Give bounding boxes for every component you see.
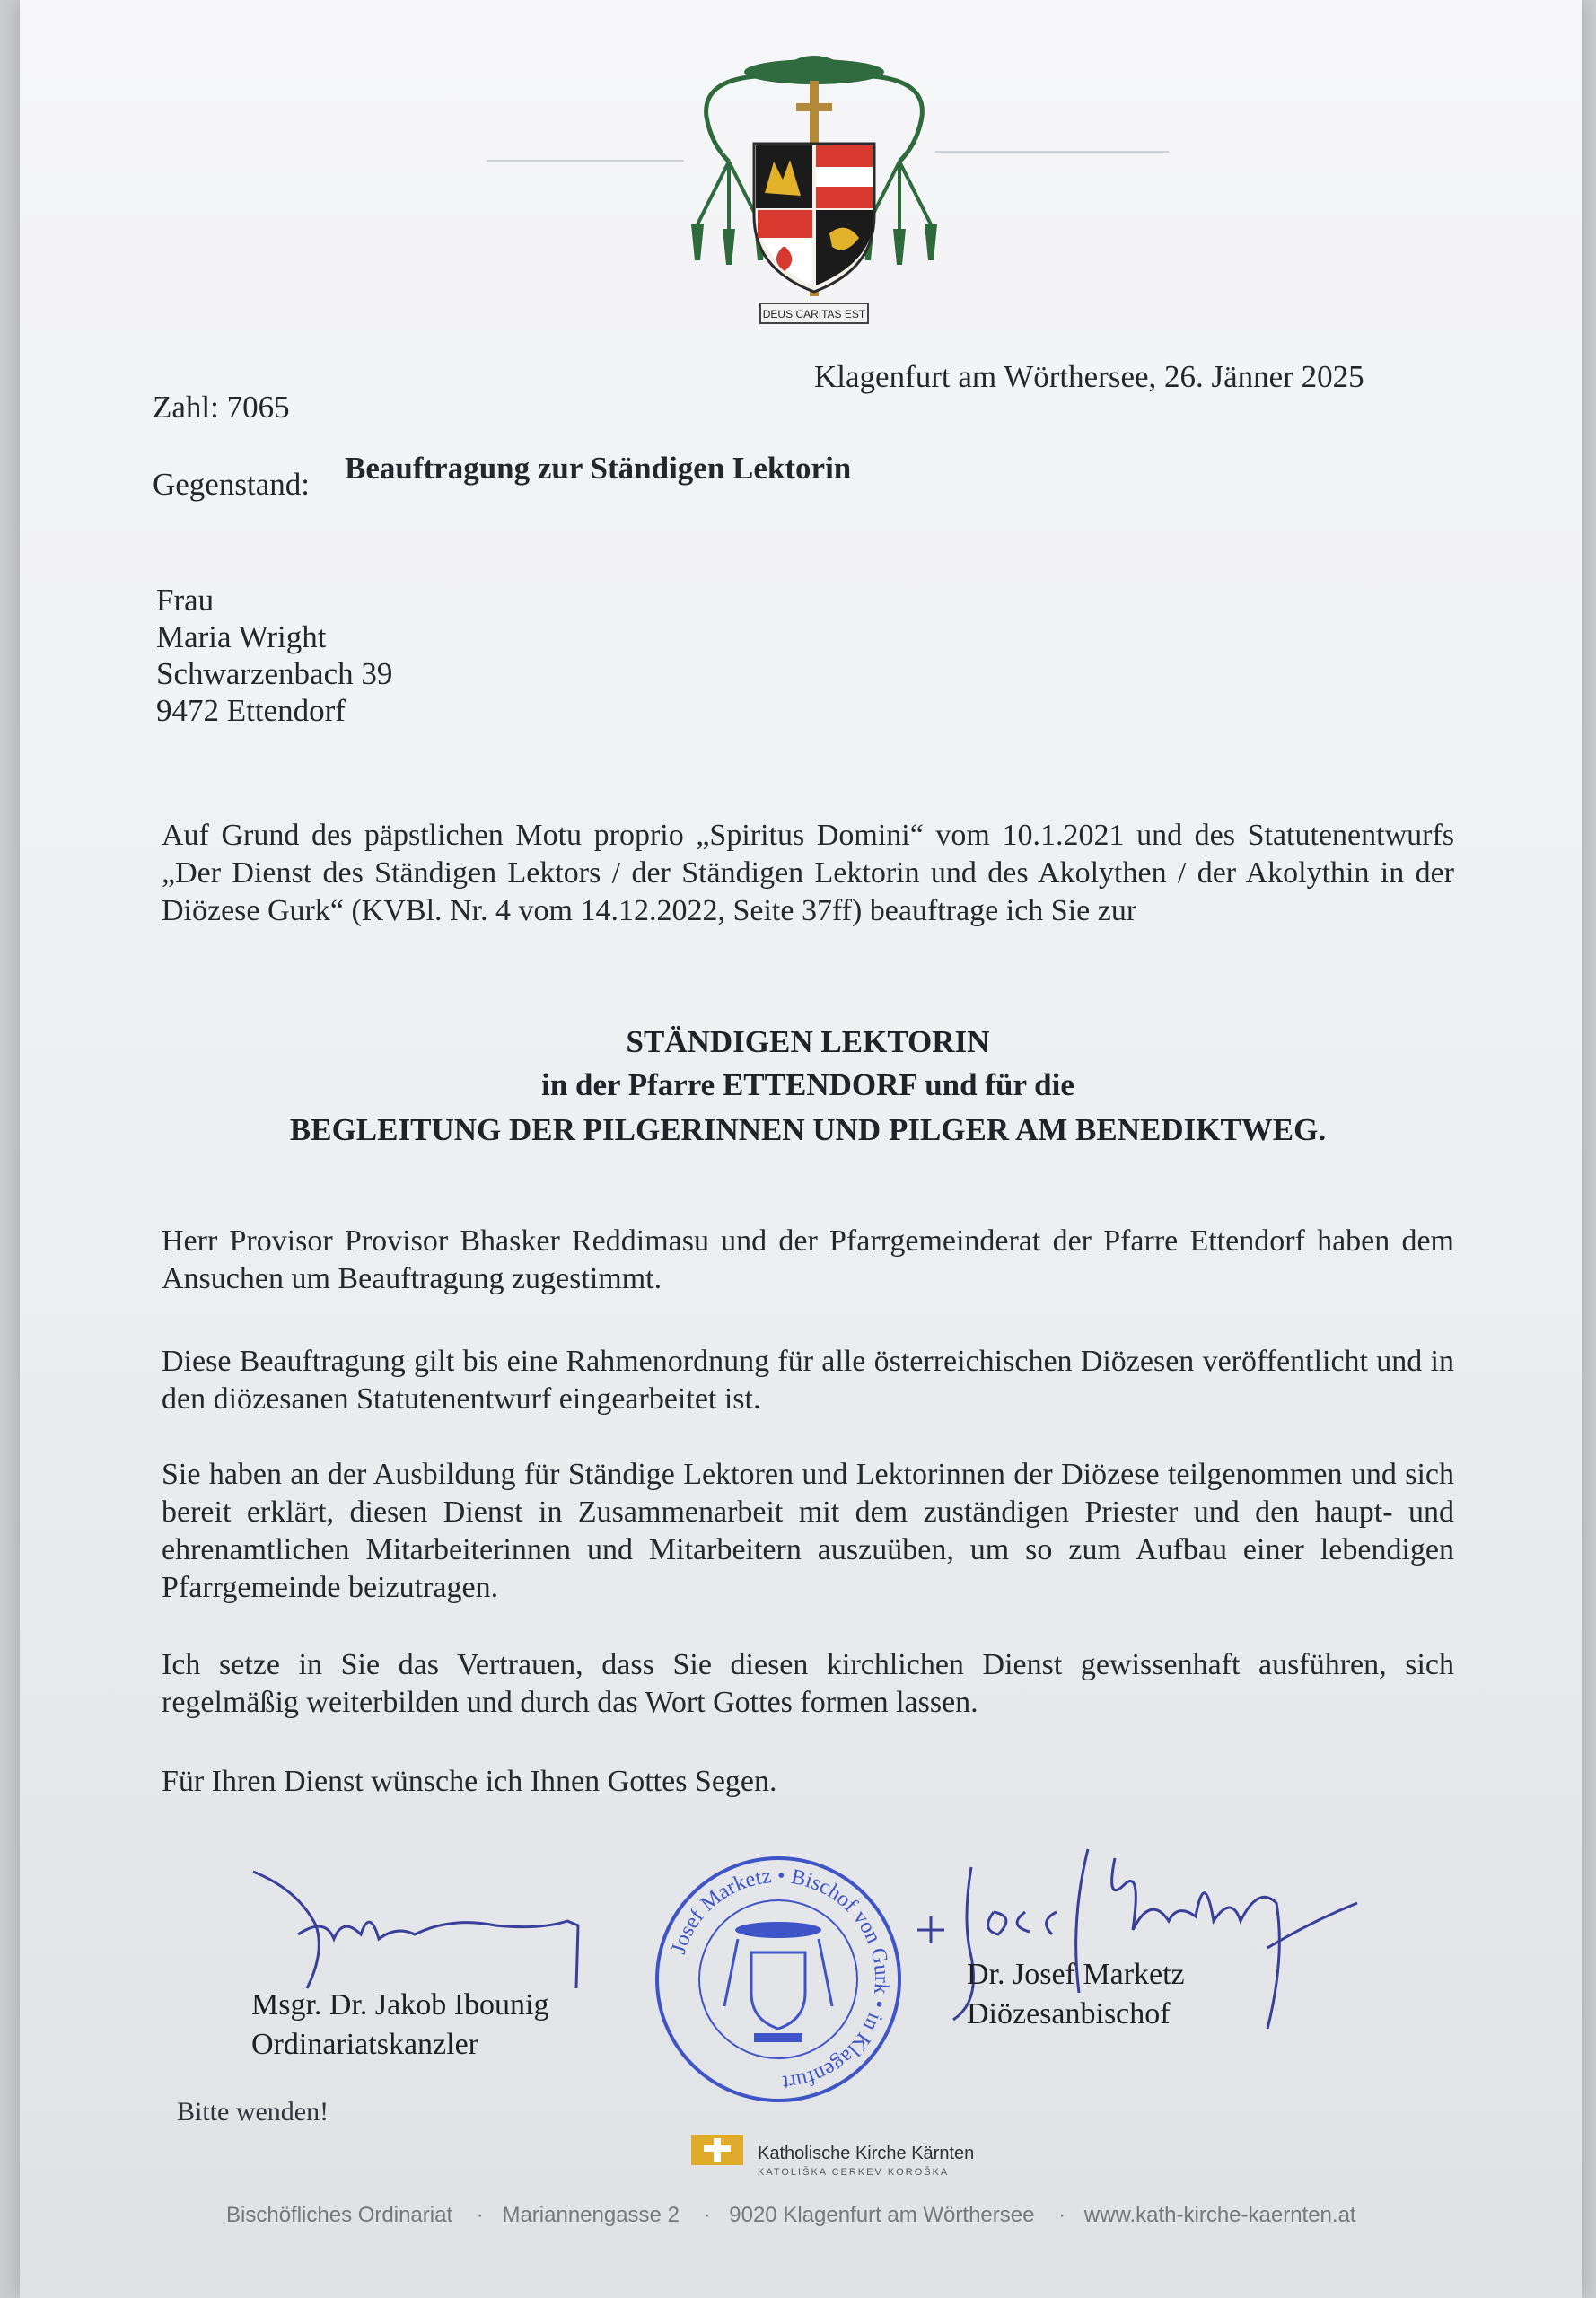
- body-paragraph: Ich setze in Sie das Vertrauen, dass Sie diesen kirchlichen Dienst gewissenhaft ausführen, sich regelmäßig weiterbilden und durch das Wort Gottes formen lassen.: [162, 1648, 1454, 1719]
- closing-blessing: Für Ihren Dienst wünsche ich Ihnen Gottes Segen.: [162, 1765, 777, 1798]
- footer-website: www.kath-kirche-kaernten.at: [1083, 2203, 1356, 2227]
- appointment-heading: BEGLEITUNG DER PILGERINNEN UND PILGER AM BENEDIKTWEG.: [289, 1112, 1327, 1147]
- signatory-title: Diözesanbischof: [967, 1997, 1171, 2030]
- church-logo-name: Katholische Kirche Kärnten: [758, 2144, 975, 2163]
- address-line: Frau: [156, 583, 215, 618]
- handwritten-signature: [244, 1854, 603, 2006]
- body-paragraph: Diese Beauftragung gilt bis eine Rahmenordnung für alle österreichischen Diözesen veröffentlicht und in den diözesanen Statutenentwurf eingearbeitet ist.: [162, 1345, 1454, 1416]
- appointment-heading: in der Pfarre ETTENDORF und für die: [541, 1067, 1074, 1102]
- crest-motto: DEUS CARITAS EST: [762, 308, 866, 320]
- footer-separator: ·: [476, 2203, 484, 2227]
- footer-organization: Bischöfliches Ordinariat: [226, 2203, 453, 2227]
- signatory-title: Ordinariatskanzler: [251, 2028, 478, 2061]
- episcopal-coat-of-arms: [675, 45, 953, 332]
- signatory-name: Msgr. Dr. Jakob Ibounig: [251, 1988, 549, 2022]
- footer-separator: ·: [703, 2203, 711, 2227]
- footer-street: Mariannengasse 2: [502, 2203, 680, 2227]
- official-stamp: [648, 1849, 908, 2109]
- footer-separator: ·: [1058, 2203, 1066, 2227]
- svg-text:Josef Marketz • Bischof von Gu: [667, 1864, 893, 2094]
- reference-number: Zahl: 7065: [153, 390, 290, 425]
- subject-label: Gegenstand:: [153, 467, 310, 502]
- address-line: Maria Wright: [156, 619, 327, 654]
- signatory-name: Dr. Josef Marketz: [967, 1958, 1185, 1991]
- body-paragraph: Auf Grund des päpstlichen Motu proprio „Spiritus Domini“ vom 10.1.2021 und des Statutenentwurfs „Der Dienst des Ständigen Lektors / der Ständigen Lektorin und des Akolythen / der Akolythin in der Diözese Gurk“ (KVBl. Nr. 4 vom 14.12.2022, Seite 37ff) beauftrage ich Sie zur: [162, 819, 1454, 927]
- subject-title: Beauftragung zur Ständigen Lektorin: [345, 451, 852, 486]
- footer-city: 9020 Klagenfurt am Wörthersee: [729, 2203, 1035, 2227]
- address-line: Schwarzenbach 39: [156, 656, 393, 691]
- church-logo-subname: KATOLIŠKA CERKEV KOROŠKA: [758, 2167, 950, 2178]
- header-rule-left: [487, 160, 684, 162]
- header-rule-right: [935, 151, 1169, 153]
- letter-footer: [226, 2203, 1447, 2228]
- church-logo-icon: [691, 2135, 743, 2165]
- address-line: 9472 Ettendorf: [156, 693, 346, 728]
- appointment-heading: STÄNDIGEN LEKTORIN: [626, 1024, 990, 1059]
- letter-page: [20, 0, 1582, 2298]
- body-paragraph: Sie haben an der Ausbildung für Ständige Lektoren und Lektorinnen der Diözese teilgenommen und sich bereit erklärt, diesen Dienst in Zusammenarbeit mit dem zuständigen Priester und den haupt- und ehrenamtlichen Mitarbeiterinnen und Mitarbeitern auszuüben, um so zum Aufbau einer lebendigen Pfarrgemeinde beizutragen.: [162, 1458, 1454, 1604]
- body-paragraph: Herr Provisor Provisor Bhasker Reddimasu und der Pfarrgemeinderat der Pfarre Ettendorf haben dem Ansuchen um Beauftragung zugestimmt.: [162, 1224, 1454, 1295]
- recipient-address: [156, 582, 392, 729]
- place-date: Klagenfurt am Wörthersee, 26. Jänner 2025: [814, 359, 1364, 394]
- stamp-text: Josef Marketz • Bischof von Gurk • in Klagenfurt: [667, 1864, 894, 2094]
- overleaf-note: Bitte wenden!: [177, 2097, 329, 2127]
